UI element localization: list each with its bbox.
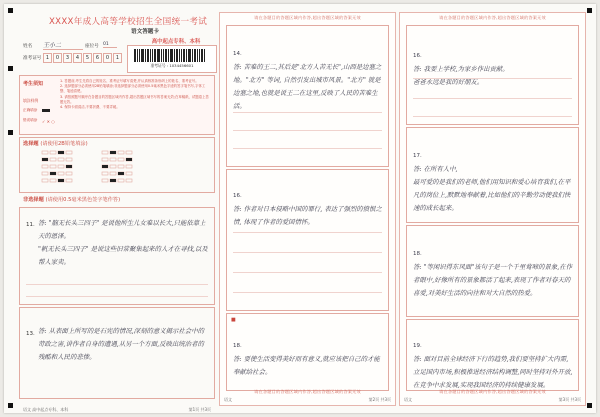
- exam-no-digit[interactable]: 5: [83, 53, 92, 63]
- registration-mark: [8, 66, 13, 71]
- question-number: 13.: [26, 331, 35, 337]
- answer-box-13[interactable]: [19, 307, 215, 399]
- answer-body: 答: "等闲识得东风面"该句子是一个千里莺啼的景象,在作者眼中,好像所有的景象都活了起来,表现了作者对春天的喜爱,对美好生活的向往和对大自然的热爱。: [413, 263, 573, 297]
- question-number: 14.: [233, 51, 242, 57]
- answer-box-11[interactable]: [19, 207, 215, 305]
- exam-no-digit[interactable]: 4: [73, 53, 82, 63]
- name-field[interactable]: 王小二: [43, 40, 83, 50]
- answer-text: [233, 326, 384, 379]
- exam-no-digit[interactable]: 1: [113, 53, 122, 63]
- answer-box-18a[interactable]: [226, 313, 389, 391]
- choice-bubble-grid[interactable]: [40, 149, 220, 189]
- column-header: 请在各题目的答题区域内作答,超出答题区域的答案无效: [254, 15, 361, 20]
- notice-text: [60, 79, 211, 110]
- answer-text: 答: "脑无长头三四子" 是说他所生儿女难以长大,只能依靠上天的恩泽。 "帆无长头三四子" 是说这些旧常聚集起来的人才在寻找,以及帮人家卖。: [38, 219, 208, 266]
- answer-sheet: [4, 4, 596, 413]
- seat-label: 座位号: [85, 44, 99, 49]
- question-number: 17.: [413, 153, 422, 159]
- question-number: 18.: [233, 343, 242, 349]
- correct-fill-mark: [42, 109, 50, 112]
- answer-box-14[interactable]: [226, 25, 389, 167]
- answer-text: [413, 234, 574, 300]
- page-footer-right: 第1页 共3页: [188, 407, 211, 412]
- exam-no-digit[interactable]: 0: [53, 53, 62, 63]
- answer-body: 答: 我要上学校,为家乡作出贡献。 爸爸永远是我的好朋友。: [413, 65, 509, 86]
- answer-column-1: [18, 12, 216, 412]
- fill-sample-label: 填涂样例: [23, 98, 39, 103]
- page-footer: [404, 397, 581, 403]
- answer-body: 答: 在所有人中, 最可爱的是我们的老师,他们用知识和爱心培育我们,在平凡的岗位上,默默地奉献着,比如他们的辛勤劳动使我们快速的成长起来。: [413, 165, 571, 212]
- question-number: 19.: [413, 343, 422, 349]
- section-marker: ■: [231, 317, 236, 323]
- exam-no-label: 准考证号: [23, 56, 42, 61]
- page-footer-right: 第3页 共3页: [558, 397, 581, 402]
- notice-line: 4. 保持卡面清洁,不要折叠、不要弄破。: [60, 105, 120, 110]
- registration-mark: [587, 8, 592, 13]
- notice-line: 1. 答题前,考生先将自己的姓名、准考证号填写清楚,并认真核准条形码上的姓名、准考证号。: [60, 79, 199, 83]
- barcode-text: 准考证号 : 1034456601: [150, 63, 194, 68]
- exam-no-digit[interactable]: 6: [93, 53, 102, 63]
- question-number: 11.: [26, 222, 35, 228]
- sheet-subtitle: 语文答题卡: [131, 29, 159, 35]
- answer-box-16a[interactable]: [226, 169, 389, 311]
- answer-body: 答: 作者对日本侵略中国的罪行, 表达了强烈的愤恨之情, 体现了作者的爱国情怀。: [233, 205, 382, 226]
- nonchoice-title-sub: (请使用0.5毫米黑色签字笔作答): [45, 197, 121, 203]
- page-footer-left: 语文: [224, 397, 232, 402]
- answer-box-19[interactable]: [406, 319, 579, 391]
- answer-text: [233, 34, 384, 113]
- answer-body: 答: 面对目前全球经济下行的趋势,我们要坚持扩大内需,立足国内市场,积极推进经济结构调整,同时坚持对外开放,在竞争中求发展,实现我国经济的持续健康发展。: [413, 355, 573, 389]
- choice-title: [23, 140, 88, 147]
- answer-text: [233, 176, 384, 229]
- exam-no-digit[interactable]: 0: [103, 53, 112, 63]
- nonchoice-title: [23, 196, 120, 203]
- choice-section: [19, 137, 215, 193]
- notice-line: 3. 请按照题号顺序在各题目的答题区域内作答,超出答题区域书写的答案无效;在草稿纸、试题卷上答题无效。: [60, 94, 209, 104]
- answer-body: 答: 苦难的王二,其后是"北方人苦无长",山西是边塞之地。"北方" 等词, 自然引发出城市风景。"北方" 就是边塞之地,也就是说王二在这里,反映了人民的苦难生活。: [233, 63, 382, 110]
- page-footer: [23, 407, 211, 413]
- page-footer-left: 语文 高中起点专科、本科: [23, 407, 69, 412]
- exam-no-digit[interactable]: 1: [43, 53, 52, 63]
- question-number: 16.: [233, 193, 242, 199]
- page-footer-left: 语文: [404, 397, 412, 402]
- column-header: 请在各题目的答题区域内作答,超出答题区域的答案无效: [439, 15, 546, 20]
- seat-field[interactable]: 01: [103, 42, 117, 48]
- column-footer: 请在各题目的答题区域内作答,超出答题区域的答案无效: [439, 389, 546, 394]
- exam-no-digit[interactable]: 3: [63, 53, 72, 63]
- registration-mark: [8, 130, 13, 135]
- notice-line: 2. 选择题部分必须使用2B铅笔填涂;非选择题部分必须使用0.5毫米黑色字迹的签字笔书写,字体工整、笔迹清楚。: [60, 84, 206, 94]
- answer-body: 答: 要使生活变得美好而有意义,就应该把自己的才能奉献给社会。: [233, 355, 380, 376]
- exam-title: XXXX年成人高等学校招生全国统一考试: [49, 17, 208, 27]
- level-label: 高中起点专科、本科: [151, 39, 201, 45]
- barcode-area: [127, 45, 217, 73]
- answer-box-16b[interactable]: [406, 25, 579, 125]
- question-number: 18.: [413, 251, 422, 257]
- correct-fill-label: 正确填涂: [23, 108, 38, 112]
- nonchoice-title-text: 非选择题: [23, 197, 44, 203]
- answer-box-18b[interactable]: [406, 225, 579, 317]
- wrong-fill-label: 错误填涂: [23, 118, 38, 122]
- answer-text: 答: 从表面上所写的是石宪的情况,深刻的意义揭示社会中的苛政之害,讲作者自身的遭遇,从另一个方面,反映出统治者的残酷和人民的悲惨。: [38, 327, 204, 361]
- choice-title-sub: (请使用2B铅笔填涂): [40, 141, 88, 147]
- answer-text: [413, 326, 574, 392]
- answer-column-3: [399, 12, 586, 406]
- question-number: 16.: [413, 53, 422, 59]
- answer-text: [413, 136, 574, 215]
- exam-no-digits: [43, 53, 122, 63]
- choice-title-text: 选择题: [23, 141, 39, 147]
- answer-text: [413, 36, 574, 89]
- column-footer: 请在各题目的答题区域内作答,超出答题区域的答案无效: [254, 389, 361, 394]
- notice-title: 考生须知: [23, 81, 44, 87]
- name-label: 姓名: [23, 44, 33, 49]
- registration-mark: [8, 8, 13, 13]
- barcode-image: [134, 49, 210, 62]
- answer-column-2: [219, 12, 396, 406]
- registration-mark: [587, 403, 592, 408]
- registration-mark: [8, 403, 13, 408]
- wrong-fill-marks: ✓ ✕ ○: [42, 119, 55, 124]
- page-footer-right: 第2页 共3页: [368, 397, 391, 402]
- page-footer: [224, 397, 391, 403]
- answer-box-17[interactable]: [406, 127, 579, 223]
- notice-box: [19, 75, 215, 135]
